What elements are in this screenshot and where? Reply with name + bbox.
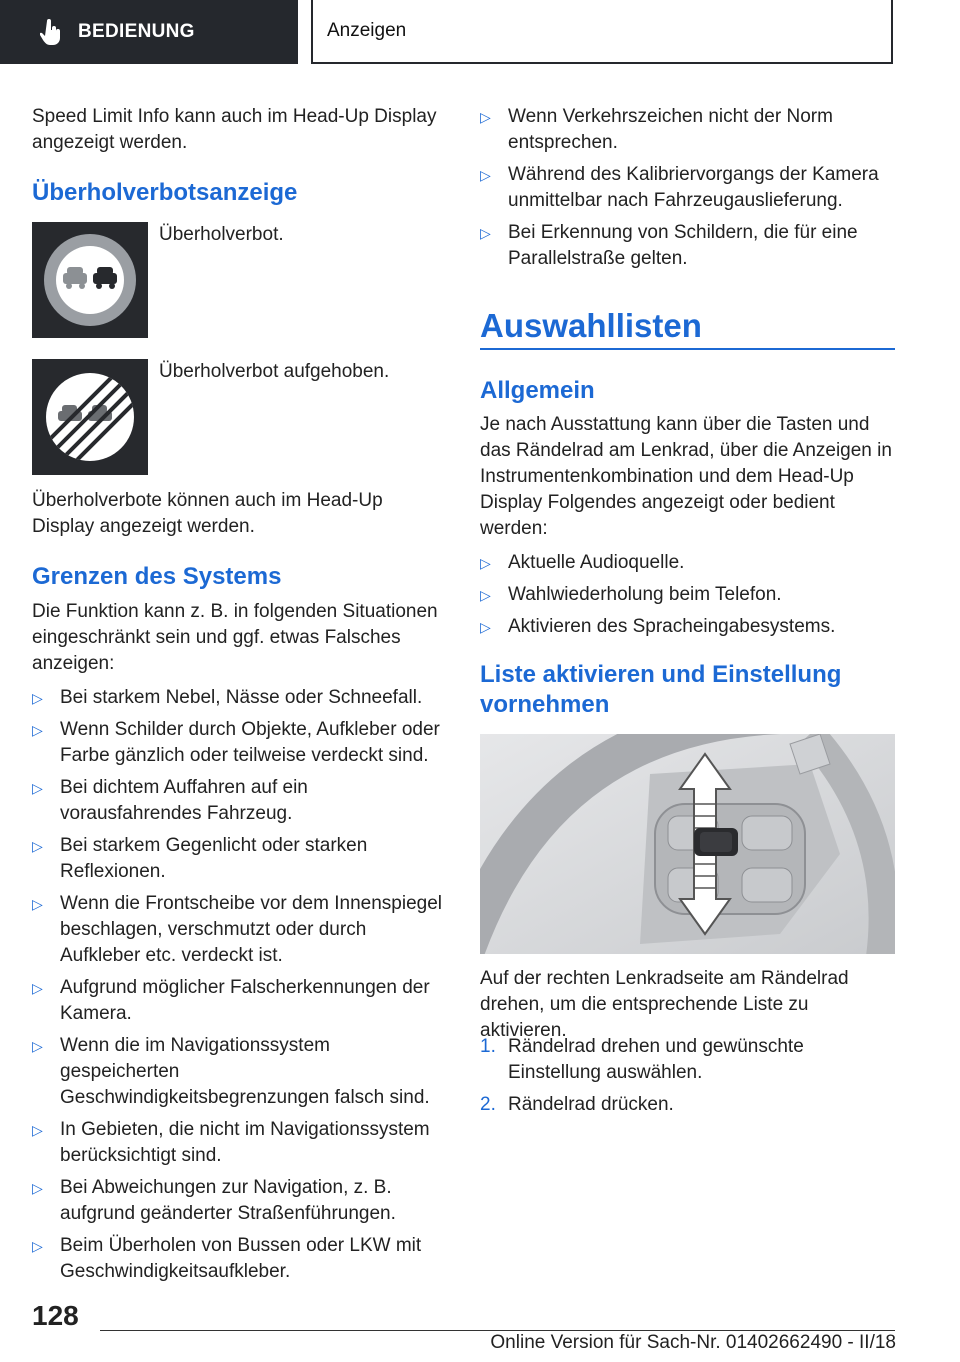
list-item: ▷ In Gebieten, die nicht im Navigationssystem berücksichtigt sind.	[32, 1119, 430, 1166]
step-item: 1. Rändelrad drehen und gewünschte Einstellung auswählen.	[480, 1036, 804, 1083]
triangle-bullet-icon: ▷	[480, 587, 491, 603]
heading-activate: Liste aktivieren und Einstellung vornehmen	[480, 661, 842, 718]
sign2-caption: Überholverbot aufgehoben.	[159, 361, 390, 382]
general-section	[480, 412, 896, 640]
sign1-caption: Überholverbot.	[159, 224, 284, 245]
triangle-bullet-icon: ▷	[480, 555, 491, 571]
triangle-bullet-icon: ▷	[480, 109, 491, 125]
list-item: ▷ Während des Kalibriervorgangs der Kamera unmittelbar nach Fahrzeugauslieferung.	[480, 164, 879, 211]
list-item: ▷ Wenn Schilder durch Objekte, Aufkleber oder Farbe gänzlich oder teilweise verdeckt sind.	[32, 719, 440, 766]
triangle-bullet-icon: ▷	[32, 896, 43, 912]
step-item: 2. Rändelrad drücken.	[480, 1092, 896, 1118]
list-item: ▷ Wenn die Frontscheibe vor dem Innenspiegel beschlagen, verschmutzt oder durch Aufkleber etc. verdeckt ist.	[32, 893, 442, 966]
triangle-bullet-icon: ▷	[32, 1238, 43, 1254]
triangle-bullet-icon: ▷	[32, 780, 43, 796]
hud-note: Überholverbote können auch im Head-Up Display angezeigt werden.	[32, 490, 383, 537]
triangle-bullet-icon: ▷	[32, 722, 43, 738]
list-item: ▷ Bei starkem Gegenlicht oder starken Reflexionen.	[32, 835, 368, 882]
image-caption: Auf der rechten Lenkradseite am Rändelrad drehen, um die entsprechende Liste zu aktivieren.	[480, 968, 849, 1041]
steering-wheel-illustration	[480, 734, 895, 954]
triangle-bullet-icon: ▷	[480, 167, 491, 183]
limits-list	[32, 685, 450, 1285]
steering-wheel-image	[480, 734, 895, 954]
triangle-bullet-icon: ▷	[32, 690, 43, 706]
triangle-bullet-icon: ▷	[480, 619, 491, 635]
list-item: ▷ Bei Abweichungen zur Navigation, z. B. aufgrund geänderter Straßenführungen.	[32, 1177, 396, 1224]
list-item: ▷ Aktivieren des Spracheingabesystems.	[480, 614, 896, 640]
footer-text: Online Version für Sach-Nr. 01402662490 - II/18	[490, 1332, 896, 1353]
list-item: ▷ Wenn die im Navigationssystem gespeicherten Geschwindigkeitsbegrenzungen falsch sind.	[32, 1035, 430, 1108]
list-item: ▷ Wenn Verkehrszeichen nicht der Norm entsprechen.	[480, 106, 833, 153]
list-item: ▷ Beim Überholen von Bussen oder LKW mit Geschwindigkeitsaufkleber.	[32, 1235, 422, 1282]
page-title: Anzeigen	[327, 20, 407, 41]
heading-overtake: Überholverbotsanzeige	[32, 179, 298, 206]
triangle-bullet-icon: ▷	[32, 1180, 43, 1196]
list-item: ▷ Wahlwiederholung beim Telefon.	[480, 582, 896, 608]
triangle-bullet-icon: ▷	[32, 980, 43, 996]
no-overtaking-sign-image	[32, 222, 148, 338]
list-item: ▷ Bei starkem Nebel, Nässe oder Schneefall.	[32, 685, 450, 711]
triangle-bullet-icon: ▷	[32, 838, 43, 854]
step-number: 2.	[480, 1094, 496, 1115]
page-header	[311, 0, 893, 64]
limits-section	[32, 599, 450, 1285]
limits-intro: Die Funktion kann z. B. in folgenden Situationen eingeschränkt sein und ggf. etwas Falsches anzeigen:	[32, 601, 438, 674]
section-tab	[0, 0, 298, 64]
list-item: ▷ Bei dichtem Auffahren auf ein vorausfahrendes Fahrzeug.	[32, 777, 308, 824]
heading-rule	[480, 348, 895, 350]
end-of-no-overtaking-sign-image	[32, 359, 148, 475]
intro-paragraph: Speed Limit Info kann auch im Head-Up Display angezeigt werden.	[32, 106, 437, 153]
section-label: BEDIENUNG	[78, 21, 195, 42]
end-no-overtaking-sign-icon	[32, 359, 148, 475]
no-overtaking-sign-icon	[32, 222, 148, 338]
page-number: 128	[32, 1300, 79, 1331]
limits-continued-list	[480, 104, 896, 272]
general-text: Je nach Ausstattung kann über die Tasten und das Rändelrad am Lenkrad, über die Anzeigen in Instrumentenkombination und dem Head-Up Display Folgendes angezeigt oder bedient werden:	[480, 414, 892, 539]
list-item: ▷ Aufgrund möglicher Falscherkennungen der Kamera.	[32, 977, 430, 1024]
list-item: ▷ Aktuelle Audioquelle.	[480, 550, 896, 576]
triangle-bullet-icon: ▷	[32, 1122, 43, 1138]
list-item: ▷ Bei Erkennung von Schildern, die für eine Parallelstraße gelten.	[480, 222, 858, 269]
steps-list	[480, 1034, 896, 1118]
triangle-bullet-icon: ▷	[480, 225, 491, 241]
triangle-bullet-icon: ▷	[32, 1038, 43, 1054]
step-number: 1.	[480, 1036, 496, 1057]
hand-pointer-icon	[40, 19, 62, 45]
heading-general: Allgemein	[480, 377, 595, 404]
heading-limits: Grenzen des Systems	[32, 563, 282, 590]
footer-rule	[100, 1330, 895, 1331]
heading-lists: Auswahllisten	[480, 307, 702, 344]
